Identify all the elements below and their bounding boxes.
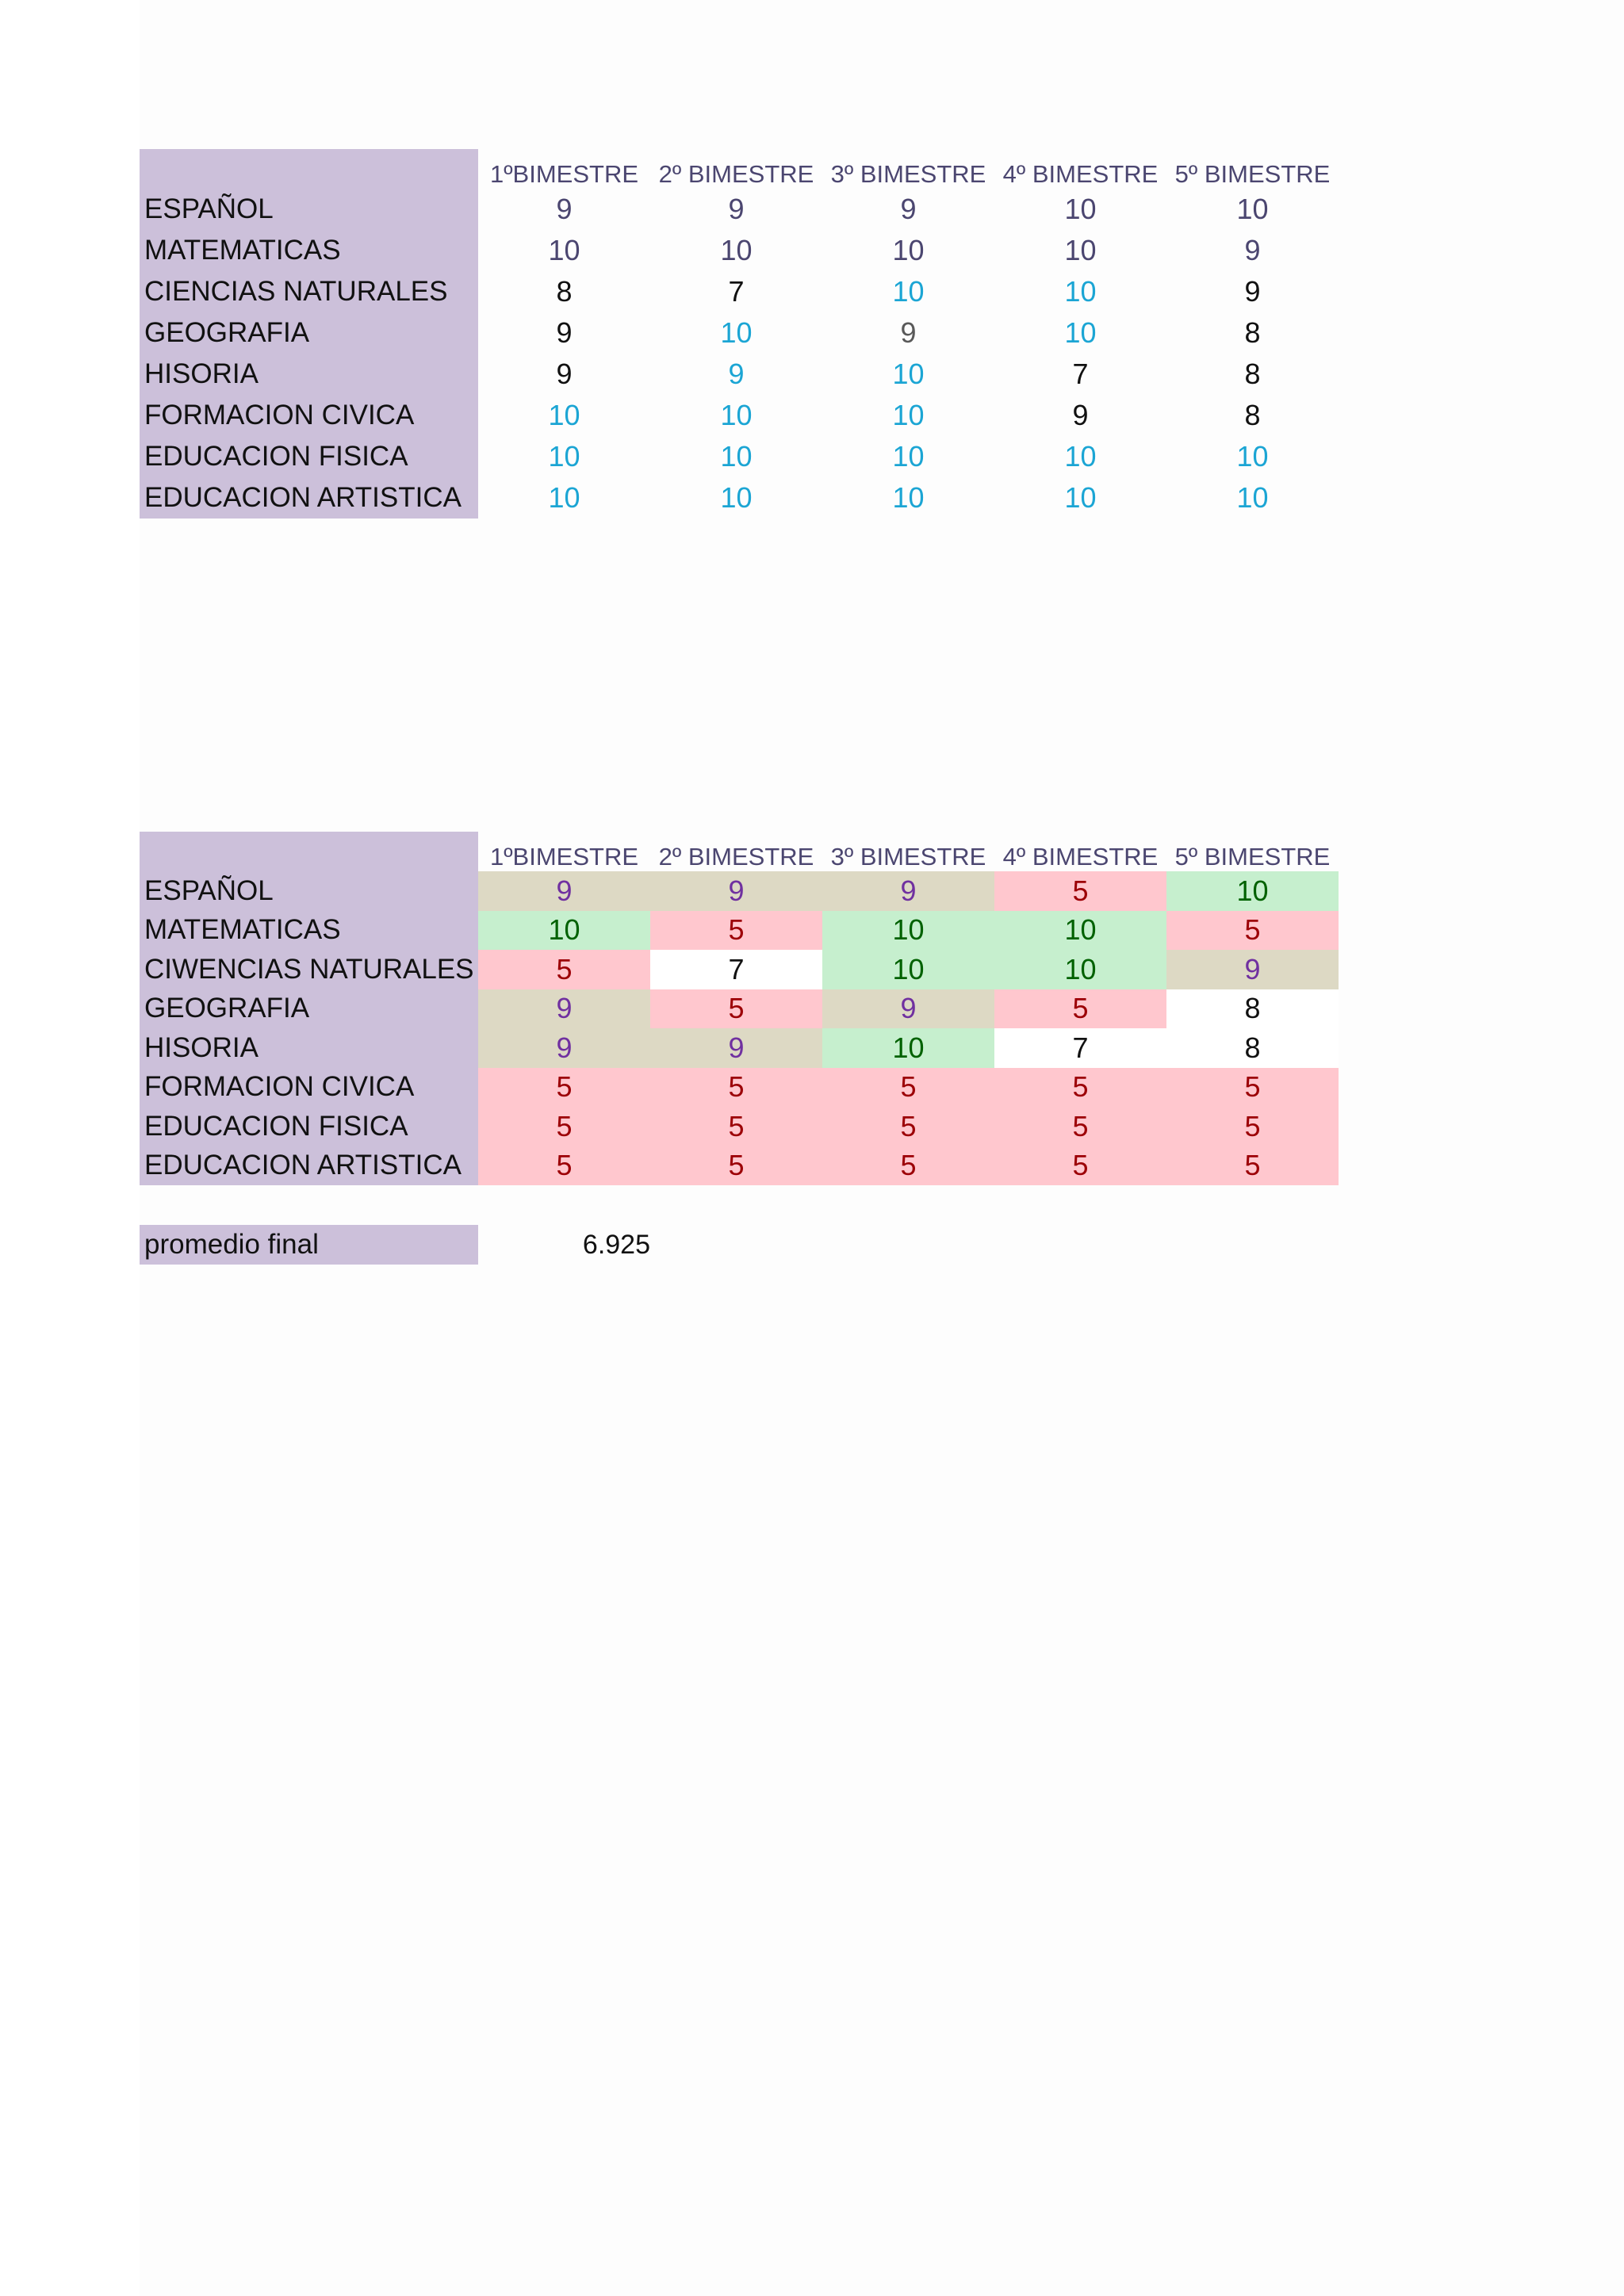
score-cell[interactable]: 9	[478, 871, 650, 911]
score-cell[interactable]: 7	[994, 1028, 1166, 1068]
column-header[interactable]: 2º BIMESTRE	[658, 160, 814, 188]
subject-label[interactable]: GEOGRAFIA	[140, 312, 478, 354]
score-cell[interactable]: 9	[822, 989, 994, 1029]
score-cell[interactable]: 5	[650, 911, 822, 951]
score-cell[interactable]: 10	[720, 234, 753, 266]
score-cell[interactable]: 10	[1064, 481, 1097, 514]
final-average-value[interactable]: 6.925	[582, 1230, 650, 1260]
score-cell[interactable]: 10	[892, 399, 925, 431]
column-header[interactable]: 5º BIMESTRE	[1174, 843, 1331, 871]
subject-row	[140, 312, 1339, 354]
score-cell[interactable]: 9	[478, 989, 650, 1029]
column-header[interactable]: 1ºBIMESTRE	[489, 160, 639, 188]
subject-row	[140, 395, 1339, 436]
column-header[interactable]: 4º BIMESTRE	[1002, 160, 1159, 188]
subject-row	[140, 871, 1339, 911]
score-cell[interactable]: 5	[994, 1107, 1166, 1146]
score-cell[interactable]: 10	[1064, 234, 1097, 266]
score-cell[interactable]: 10	[892, 481, 925, 514]
score-cell[interactable]: 10	[994, 950, 1166, 989]
score-cell[interactable]: 5	[1166, 1107, 1339, 1146]
subject-label[interactable]: ESPAÑOL	[140, 189, 478, 230]
final-average-row	[140, 1225, 650, 1265]
score-cell[interactable]: 9	[556, 316, 573, 349]
score-cell[interactable]: 9	[556, 358, 573, 390]
score-cell[interactable]: 10	[892, 358, 925, 390]
subject-row	[140, 354, 1339, 395]
subject-label[interactable]: GEOGRAFIA	[140, 989, 478, 1029]
score-cell[interactable]: 10	[548, 399, 580, 431]
score-cell[interactable]: 10	[822, 950, 994, 989]
score-cell[interactable]: 10	[720, 481, 753, 514]
subject-row	[140, 911, 1339, 951]
score-cell[interactable]: 5	[1166, 1068, 1339, 1108]
score-cell[interactable]: 10	[994, 911, 1166, 951]
header-corner-cell[interactable]	[140, 149, 478, 189]
score-cell[interactable]: 10	[1064, 275, 1097, 308]
score-cell[interactable]: 9	[900, 316, 917, 349]
subject-label[interactable]: EDUCACION ARTISTICA	[140, 1146, 478, 1186]
score-cell[interactable]: 8	[1166, 989, 1339, 1029]
score-cell[interactable]: 10	[822, 911, 994, 951]
score-cell[interactable]: 9	[1072, 399, 1089, 431]
score-cell[interactable]: 8	[1244, 316, 1261, 349]
score-cell[interactable]: 8	[1244, 399, 1261, 431]
subject-row	[140, 950, 1339, 989]
score-cell[interactable]: 10	[720, 440, 753, 473]
score-cell[interactable]: 5	[994, 1146, 1166, 1186]
score-cell[interactable]: 5	[1166, 1146, 1339, 1186]
score-cell[interactable]: 10	[822, 1028, 994, 1068]
subject-label[interactable]: FORMACION CIVICA	[140, 1068, 478, 1108]
column-header[interactable]: 3º BIMESTRE	[830, 160, 986, 188]
header-row	[140, 149, 1339, 189]
column-header[interactable]: 4º BIMESTRE	[1002, 843, 1159, 871]
score-cell[interactable]: 9	[650, 871, 822, 911]
score-cell[interactable]: 5	[1166, 911, 1339, 951]
header-row	[140, 832, 1339, 871]
subject-row	[140, 1068, 1339, 1108]
score-cell[interactable]: 5	[650, 989, 822, 1029]
subject-label[interactable]: HISORIA	[140, 354, 478, 395]
subject-row	[140, 1028, 1339, 1068]
score-cell[interactable]: 10	[548, 481, 580, 514]
score-cell[interactable]: 10	[892, 275, 925, 308]
subject-label[interactable]: ESPAÑOL	[140, 871, 478, 911]
header-corner-cell[interactable]	[140, 832, 478, 871]
score-cell[interactable]: 5	[822, 1107, 994, 1146]
score-cell[interactable]: 8	[556, 275, 573, 308]
score-cell[interactable]: 5	[478, 1107, 650, 1146]
score-cell[interactable]: 5	[994, 871, 1166, 911]
score-cell[interactable]: 10	[478, 911, 650, 951]
grades-table-formatted	[140, 832, 1339, 1185]
score-cell[interactable]: 10	[1166, 871, 1339, 911]
subject-label[interactable]: FORMACION CIVICA	[140, 395, 478, 436]
subject-row	[140, 1146, 1339, 1186]
score-cell[interactable]: 9	[1244, 234, 1261, 266]
score-cell[interactable]: 10	[548, 234, 580, 266]
final-average-label[interactable]: promedio final	[140, 1225, 478, 1265]
score-cell[interactable]: 10	[1236, 193, 1269, 225]
score-cell[interactable]: 9	[728, 358, 745, 390]
score-cell[interactable]: 5	[478, 1146, 650, 1186]
subject-label[interactable]: CIWENCIAS NATURALES	[140, 950, 478, 989]
score-cell[interactable]: 9	[1244, 275, 1261, 308]
score-cell[interactable]: 10	[720, 399, 753, 431]
subject-label[interactable]: EDUCACION ARTISTICA	[140, 477, 478, 519]
score-cell[interactable]: 9	[556, 193, 573, 225]
score-cell[interactable]: 10	[1064, 316, 1097, 349]
column-header[interactable]: 1ºBIMESTRE	[489, 843, 639, 871]
score-cell[interactable]: 8	[1166, 1028, 1339, 1068]
score-cell[interactable]: 5	[478, 1068, 650, 1108]
score-cell[interactable]: 5	[822, 1068, 994, 1108]
subject-row	[140, 1107, 1339, 1146]
subject-row	[140, 436, 1339, 477]
score-cell[interactable]: 10	[1064, 193, 1097, 225]
score-cell[interactable]: 5	[994, 989, 1166, 1029]
score-cell[interactable]: 9	[1166, 950, 1339, 989]
subject-row	[140, 477, 1339, 519]
score-cell[interactable]: 5	[478, 950, 650, 989]
score-cell[interactable]: 10	[548, 440, 580, 473]
score-cell[interactable]: 9	[478, 1028, 650, 1068]
score-cell[interactable]: 5	[650, 1068, 822, 1108]
score-cell[interactable]: 7	[1072, 358, 1089, 390]
column-header[interactable]: 3º BIMESTRE	[830, 843, 986, 871]
score-cell[interactable]: 10	[1236, 481, 1269, 514]
subject-row	[140, 189, 1339, 230]
score-cell[interactable]: 5	[822, 1146, 994, 1186]
score-cell[interactable]: 10	[892, 440, 925, 473]
score-cell[interactable]: 7	[728, 275, 745, 308]
score-cell[interactable]: 9	[728, 193, 745, 225]
score-cell[interactable]: 9	[650, 1028, 822, 1068]
subject-row	[140, 271, 1339, 312]
subject-label[interactable]: HISORIA	[140, 1028, 478, 1068]
score-cell[interactable]: 7	[650, 950, 822, 989]
subject-row	[140, 230, 1339, 271]
subject-label[interactable]: EDUCACION FISICA	[140, 1107, 478, 1146]
score-cell[interactable]: 5	[650, 1146, 822, 1186]
subject-label[interactable]: MATEMATICAS	[140, 911, 478, 951]
score-cell[interactable]: 5	[650, 1107, 822, 1146]
column-header[interactable]: 5º BIMESTRE	[1174, 160, 1331, 188]
subject-label[interactable]: MATEMATICAS	[140, 230, 478, 271]
score-cell[interactable]: 8	[1244, 358, 1261, 390]
subject-label[interactable]: EDUCACION FISICA	[140, 436, 478, 477]
column-header[interactable]: 2º BIMESTRE	[658, 843, 814, 871]
score-cell[interactable]: 10	[892, 234, 925, 266]
subject-label[interactable]: CIENCIAS NATURALES	[140, 271, 478, 312]
score-cell[interactable]: 9	[822, 871, 994, 911]
score-cell[interactable]: 5	[994, 1068, 1166, 1108]
score-cell[interactable]: 9	[900, 193, 917, 225]
grades-table-first	[140, 149, 1339, 519]
score-cell[interactable]: 10	[720, 316, 753, 349]
score-cell[interactable]: 10	[1064, 440, 1097, 473]
score-cell[interactable]: 10	[1236, 440, 1269, 473]
subject-row	[140, 989, 1339, 1029]
